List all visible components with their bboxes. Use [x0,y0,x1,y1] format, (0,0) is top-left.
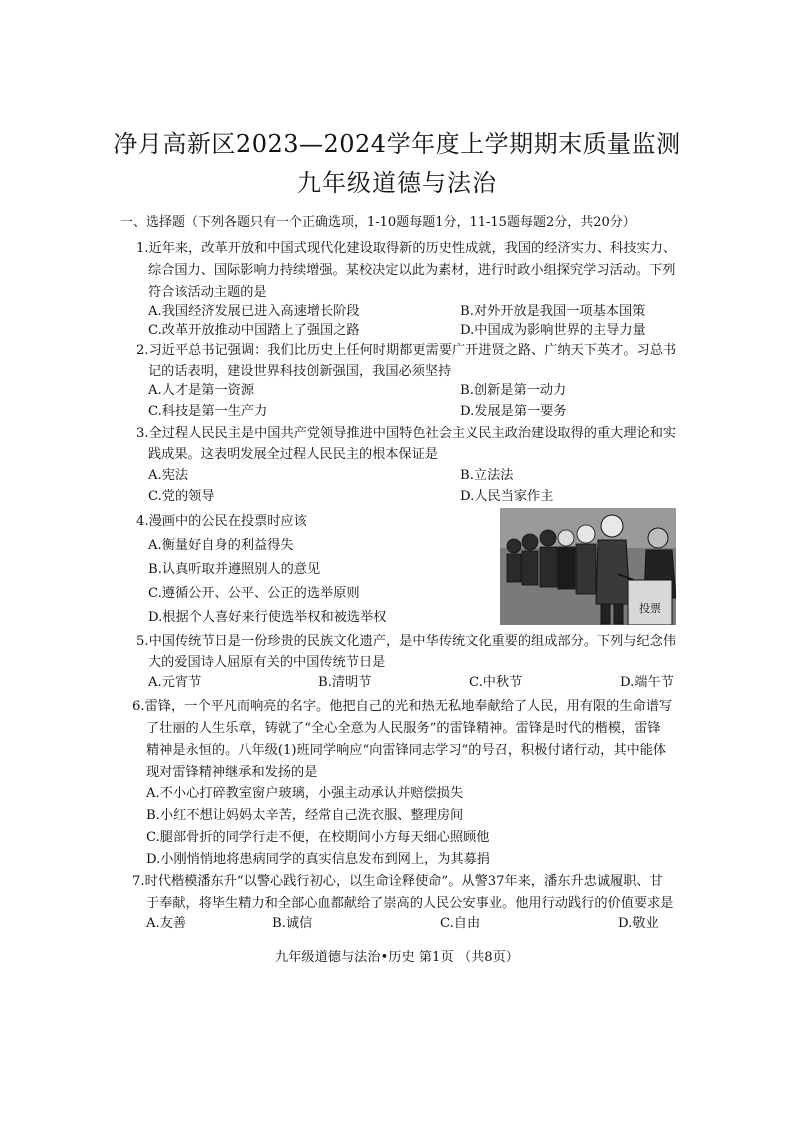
question-5-line-1: 5.中国传统节日是一份珍贵的民族文化遗产，是中华传统文化重要的组成部分。下列与纪念伟 [136,634,677,649]
question-1-option-d: D.中国成为影响世界的主导力量 [460,323,646,338]
question-6-option-d: D.小刚悄悄地将患病同学的真实信息发布到网上，为其募捐 [146,852,490,867]
question-4-option-b: B.认真听取并遵照别人的意见 [148,562,321,577]
question-4-option-d: D.根据个人喜好来行使选举权和被选举权 [148,610,387,625]
question-6-option-c: C.腿部骨折的同学行走不便，在校期间小方每天细心照顾他 [146,830,490,845]
question-3-option-c: C.党的领导 [148,489,215,504]
question-2-line-2: 记的话表明，建设世界科技创新强国，我国必须坚持 [148,364,452,379]
question-5-option-b: B.清明节 [318,675,372,690]
question-3-line-1: 3.全过程人民民主是中国共产党领导推进中国特色社会主义民主政治建设取得的重大理论和实 [136,426,677,441]
question-3-option-a: A.宪法 [148,468,189,483]
question-4-line-1: 4.漫画中的公民在投票时应该 [136,514,307,529]
question-5-option-d: D.端午节 [620,675,674,690]
question-2-option-c: C.科技是第一生产力 [148,404,268,419]
ballot-box-label: 投票 [639,602,661,615]
question-7-line-1: 7.时代楷模潘东升“以警心践行初心，以生命诠释使命”。从警37年来，潘东升忠诚履职、甘 [132,874,663,889]
question-7-option-a: A.友善 [146,916,187,931]
question-7-option-b: B.诚信 [272,916,313,931]
question-6-line-4: 现对雷锋精神继承和发扬的是 [146,765,318,780]
voting-cartoon-illustration [500,508,676,625]
page-footer: 九年级道德与法治•历史 第1页 （共8页） [275,950,519,965]
question-4-option-a: A.衡量好自身的利益得失 [148,538,294,553]
section-heading: 一、选择题（下列各题只有一个正确选项，1-10题每题1分，11-15题每题2分，共20分） [120,215,636,230]
question-7-option-c: C.自由 [440,916,481,931]
question-5-option-a: A.元宵节 [148,675,202,690]
question-3-option-d: D.人民当家作主 [460,489,554,504]
question-5-option-c: C.中秋节 [469,675,523,690]
question-1-option-b: B.对外开放是我国一项基本国策 [460,304,646,319]
question-6-option-b: B.小红不想让妈妈太辛苦，经常自己洗衣服、整理房间 [146,808,464,823]
question-3-line-2: 践成果。这表明发展全过程人民民主的根本保证是 [148,447,439,462]
question-1-option-a: A.我国经济发展已进入高速增长阶段 [148,304,360,319]
question-3-option-b: B.立法法 [460,468,514,483]
question-6-option-a: A.不小心打碎教室窗户玻璃，小强主动承认并赔偿损失 [146,786,464,801]
question-7-option-d: D.敬业 [618,916,659,931]
question-2-option-d: D.发展是第一要务 [460,404,567,419]
question-4-option-c: C.遵循公开、公平、公正的选举原则 [148,586,360,601]
question-1-line-3: 符合该活动主题的是 [148,285,267,300]
question-5-line-2: 大的爱国诗人屈原有关的中国传统节日是 [148,655,386,670]
question-6-line-2: 了壮丽的人生乐章，铸就了“全心全意为人民服务”的雷锋精神。雷锋是时代的楷模，雷锋 [146,721,661,736]
voting-cartoon [500,508,676,625]
question-2-line-1: 2.习近平总书记强调：我们比历史上任何时期都更需要广开进贤之路、广纳天下英才。习总书 [136,343,677,358]
question-2-option-a: A.人才是第一资源 [148,383,255,398]
question-6-line-3: 精神是永恒的。八年级(1)班同学响应“向雷锋同志学习”的号召，积极付诸行动，其中能体 [146,743,667,758]
exam-subject: 九年级道德与法治 [297,169,497,197]
exam-title: 净月高新区2023—2024学年度上学期期末质量监测 [113,130,681,158]
question-2-option-b: B.创新是第一动力 [460,383,567,398]
question-1-line-1: 1.近年来，改革开放和中国式现代化建设取得新的历史性成就，我国的经济实力、科技实力、 [136,241,677,256]
question-6-line-1: 6.雷锋，一个平凡而响亮的名字。他把自己的光和热无私地奉献给了人民，用有限的生命谱写 [132,699,673,714]
question-7-line-2: 于奉献，将毕生精力和全部心血都献给了崇高的人民公安事业。他用行动践行的价值要求是 [146,896,674,911]
question-1-option-c: C.改革开放推动中国踏上了强国之路 [148,323,360,338]
question-1-line-2: 综合国力、国际影响力持续增强。某校决定以此为素材，进行时政小组探究学习活动。下列 [148,263,676,278]
